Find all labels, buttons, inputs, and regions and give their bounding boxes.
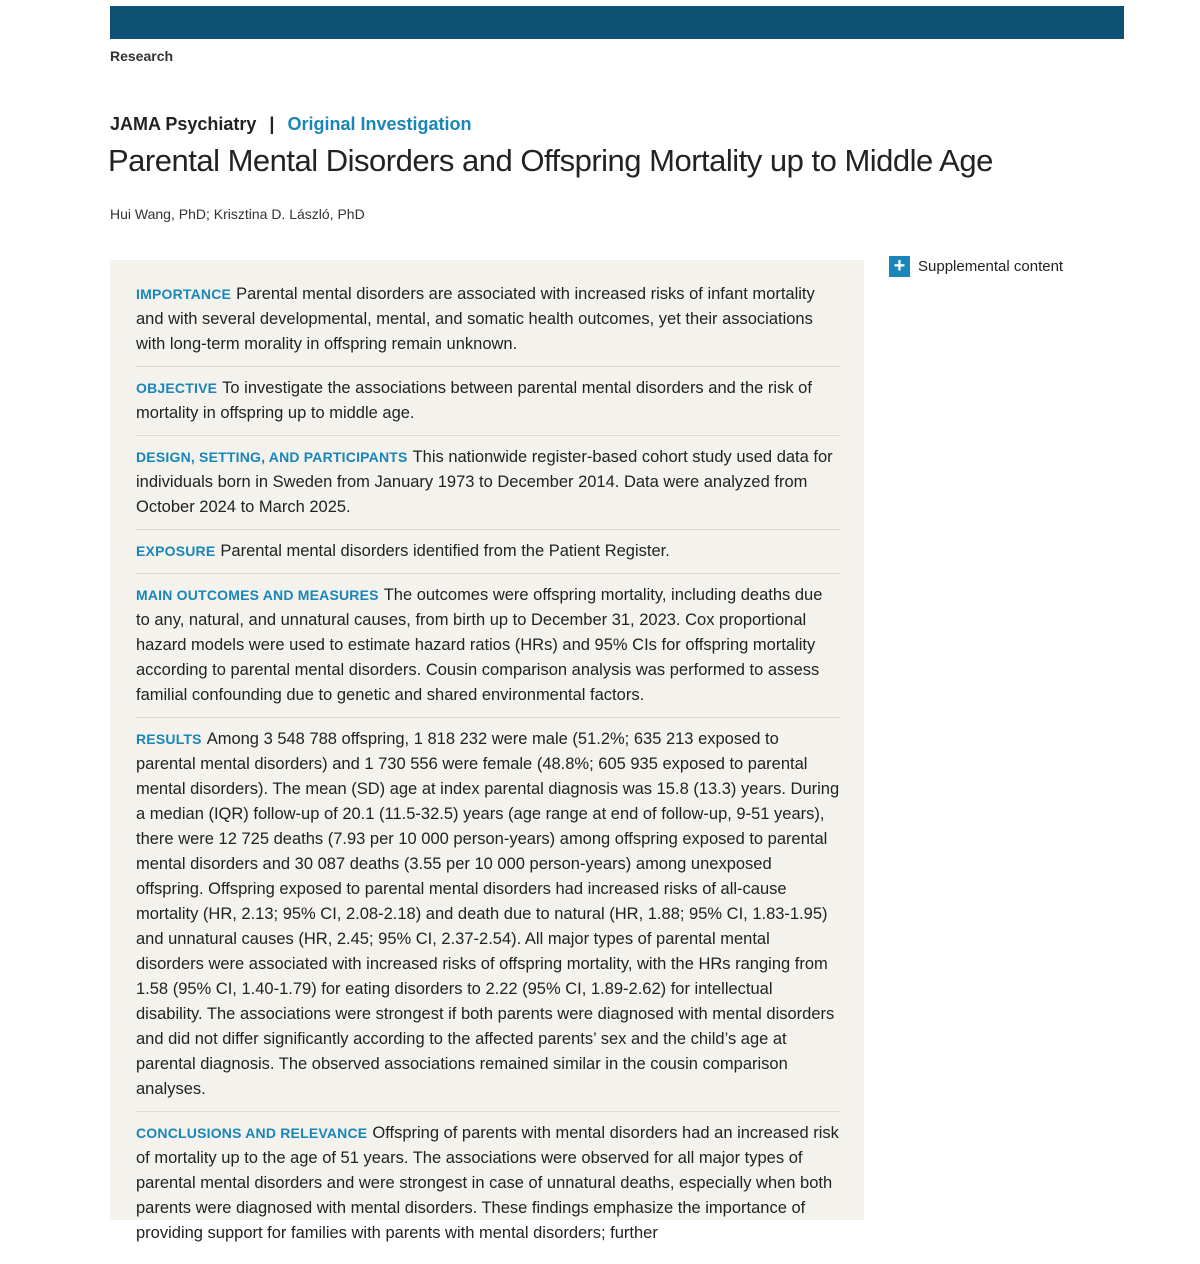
supplemental-content-label: Supplemental content (918, 258, 1064, 275)
abstract-text: Offspring of parents with mental disorders had an increased risk of mortality up to the age of 51 years. The associations were observed for all major types of parental mental disorders and were strongest in case of unnatural deaths, especially when both parents were diagnosed with mental disorders. These findings emphasize the importance of providing support for families with parents with mental disorders; further (136, 1124, 839, 1242)
abstract-text: The outcomes were offspring mortality, including deaths due to any, natural, and unnatural causes, from birth up to December 31, 2023. Cox proportional hazard models were used to estimate hazard ratios (HRs) and 95% CIs for offspring mortality according to parental mental disorders. Cousin comparison analysis was performed to assess familial confounding due to genetic and shared environmental factors. (136, 586, 823, 704)
abstract-heading: DESIGN, SETTING, AND PARTICIPANTS (136, 449, 408, 465)
abstract-conclusions (136, 1121, 840, 1255)
abstract-heading: RESULTS (136, 731, 202, 747)
abstract-text: This nationwide register-based cohort study used data for individuals born in Sweden from January 1973 to December 2014. Data were analyzed from October 2024 to March 2025. (136, 448, 833, 516)
abstract-body (136, 282, 840, 1264)
abstract-heading: EXPOSURE (136, 543, 216, 559)
journal-line (110, 114, 472, 135)
abstract-exposure (136, 539, 840, 574)
abstract-objective (136, 376, 840, 436)
abstract-text: Parental mental disorders identified from the Patient Register. (220, 542, 670, 560)
journal-separator: | (269, 114, 275, 134)
abstract-text: To investigate the associations between parental mental disorders and the risk of mortality in offspring up to middle age. (136, 379, 812, 422)
abstract-heading: CONCLUSIONS AND RELEVANCE (136, 1125, 368, 1141)
author-list[interactable]: Hui Wang, PhD; Krisztina D. László, PhD (110, 206, 365, 222)
section-label: Research (110, 48, 174, 64)
abstract-heading: OBJECTIVE (136, 380, 218, 396)
abstract-results (136, 727, 840, 1112)
abstract-heading: IMPORTANCE (136, 286, 232, 302)
top-banner (110, 6, 1124, 39)
abstract-text: Parental mental disorders are associated with increased risks of infant mortality and with several developmental, mental, and somatic health outcomes, yet their associations with long-term morality in offspring remain unknown. (136, 285, 815, 353)
abstract-text: Among 3 548 788 offspring, 1 818 232 were male (51.2%; 635 213 exposed to parental mental disorders) and 1 730 556 were female (48.8%; 605 935 exposed to parental mental disorders). The mean (SD) age at index parental diagnosis was 15.8 (13.3) years. During a median (IQR) follow-up of 20.1 (11.5-32.5) years (age range at end of follow-up, 9-51 years), there were 12 725 deaths (7.93 per 10 000 person-years) among offspring exposed to parental mental disorders and 30 087 deaths (3.55 per 10 000 person-years) among unexposed offspring. Offspring exposed to parental mental disorders had increased risks of all-cause mortality (HR, 2.13; 95% CI, 2.08-2.18) and death due to natural (HR, 1.88; 95% CI, 1.83-1.95) and unnatural causes (HR, 2.45; 95% CI, 2.37-2.54). All major types of parental mental disorders were associated with increased risks of offspring mortality, with the HRs ranging from 1.58 (95% CI, 1.40-1.79) for eating disorders to 2.22 (95% CI, 1.89-2.62) for intellectual disability. The associations were strongest if both parents were diagnosed with mental disorders and did not differ significantly according to the affected parents’ sex and the child’s age at parental diagnosis. The observed associations remained similar in the cousin comparison analyses. (136, 730, 840, 1098)
plus-icon: + (889, 256, 910, 277)
article-type-link[interactable]: Original Investigation (287, 114, 472, 134)
article-title: Parental Mental Disorders and Offspring Mortality up to Middle Age (108, 143, 993, 178)
abstract-outcomes (136, 583, 840, 718)
journal-name[interactable]: JAMA Psychiatry (110, 114, 257, 134)
supplemental-content-link[interactable] (889, 256, 1063, 277)
abstract-importance (136, 282, 840, 367)
abstract-design (136, 445, 840, 530)
abstract-heading: MAIN OUTCOMES AND MEASURES (136, 587, 379, 603)
abstract-box (110, 260, 864, 1242)
